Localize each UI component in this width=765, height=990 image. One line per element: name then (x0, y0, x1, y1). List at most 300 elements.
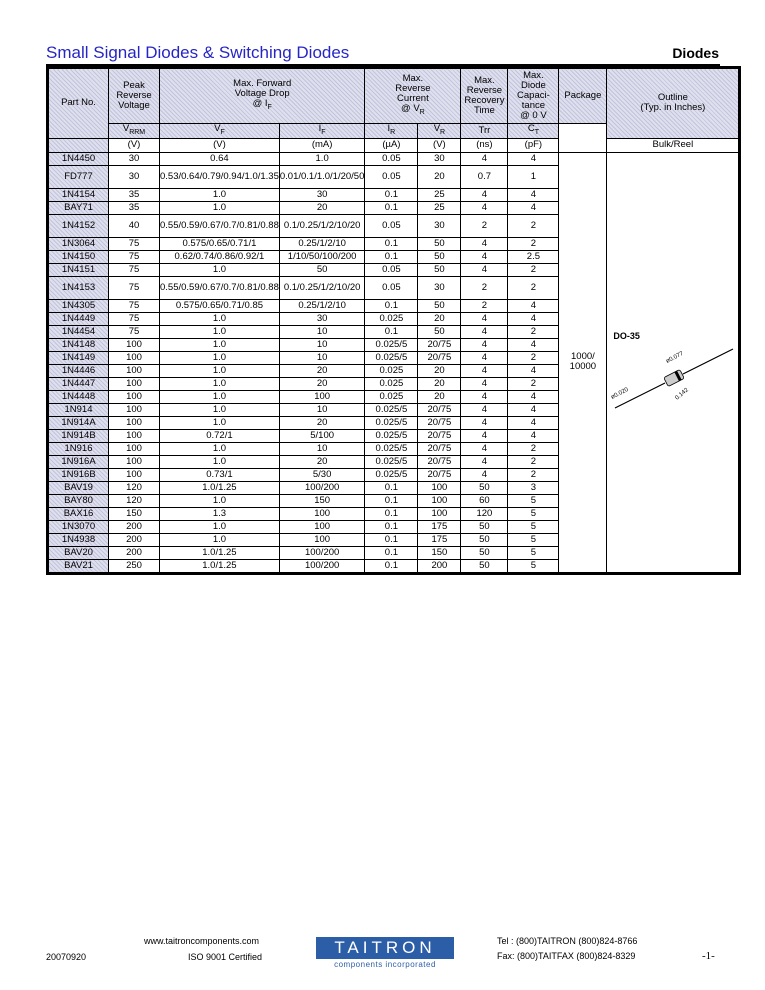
part-number-cell: 1N916 (49, 442, 109, 455)
value-cell: 5/100 (279, 429, 365, 442)
symbol: Trr (478, 124, 491, 136)
value-cell: 150 (418, 546, 461, 559)
value-cell: 1.0/1.25 (160, 546, 280, 559)
value-cell: 250 (109, 559, 160, 572)
header-row (49, 69, 739, 124)
value-cell: 4 (461, 237, 508, 250)
part-number-cell: 1N916A (49, 455, 109, 468)
value-cell: 200 (109, 546, 160, 559)
value-cell: 20/75 (418, 442, 461, 455)
part-number-cell: 1N3064 (49, 237, 109, 250)
value-cell: 20 (418, 377, 461, 390)
body-glass (664, 369, 685, 386)
value-cell: 4 (508, 299, 559, 312)
value-cell: 5 (508, 520, 559, 533)
value-cell: 120 (461, 507, 508, 520)
header-text: @ V (401, 103, 420, 115)
part-number-cell: 1N3070 (49, 520, 109, 533)
value-cell: 150 (279, 494, 365, 507)
value-cell: 1.0 (160, 442, 280, 455)
value-cell: 1.0 (160, 416, 280, 429)
value-cell: 100 (418, 507, 461, 520)
value-cell: 0.1/0.25/1/2/10/20 (279, 214, 365, 237)
value-cell: 0.01/0.1/1.0/1/20/50 (279, 165, 365, 188)
value-cell: 4 (508, 188, 559, 201)
value-cell: 2 (461, 299, 508, 312)
part-number-cell: 1N4447 (49, 377, 109, 390)
header-text: Reverse (116, 90, 152, 101)
part-number-cell: 1N4152 (49, 214, 109, 237)
header-text: Max. (402, 73, 424, 85)
value-cell: 4 (461, 250, 508, 263)
value-cell: 50 (461, 520, 508, 533)
value-cell: 0.1 (365, 237, 418, 250)
part-number-cell: 1N4151 (49, 263, 109, 276)
value-cell: 0.1 (365, 507, 418, 520)
value-cell: 4 (508, 364, 559, 377)
header-text: @ I (252, 98, 268, 110)
value-cell: 100 (109, 429, 160, 442)
value-cell: 120 (109, 494, 160, 507)
header-text: Max. (474, 75, 495, 86)
value-cell: 4 (508, 403, 559, 416)
value-cell: 1 (508, 165, 559, 188)
value-cell: 0.1/0.25/1/2/10/20 (279, 276, 365, 299)
value-cell: 20 (418, 390, 461, 403)
diode-body (664, 369, 685, 386)
unit-bulk-reel: Bulk/Reel (607, 138, 739, 152)
symbol-if (279, 124, 365, 139)
value-cell: 4 (461, 429, 508, 442)
value-cell: 20/75 (418, 351, 461, 364)
symbol-vr (418, 124, 461, 139)
value-cell: 0.025/5 (365, 403, 418, 416)
value-cell: 2 (508, 276, 559, 299)
value-cell: 1.0 (160, 494, 280, 507)
logo-wordmark: TAITRON (316, 937, 454, 959)
value-cell: 50 (418, 325, 461, 338)
unit-cell: (pF) (508, 138, 559, 152)
value-cell: 0.1 (365, 559, 418, 572)
symbol: V (122, 123, 130, 134)
footer-tel: Tel : (800)TAITRON (800)824-8766 (497, 936, 638, 946)
value-cell: 0.05 (365, 165, 418, 188)
header-text: Voltage (118, 100, 150, 111)
symbol-sub: F (321, 128, 326, 136)
dim-length: 0.142 (674, 387, 691, 402)
symbol-sub: F (220, 128, 225, 136)
header-text: Max. (523, 70, 544, 81)
value-cell: 100/200 (279, 546, 365, 559)
value-cell: 100 (109, 377, 160, 390)
value-cell: 0.575/0.65/0.71/1 (160, 237, 280, 250)
value-cell: 0.025 (365, 390, 418, 403)
value-cell: 0.73/1 (160, 468, 280, 481)
header-sub: F (267, 103, 272, 111)
value-cell: 50 (461, 559, 508, 572)
unit-cell: (V) (160, 138, 280, 152)
footer-website[interactable]: www.taitroncomponents.com (144, 936, 260, 946)
symbol-ct (508, 124, 559, 139)
value-cell: 5/30 (279, 468, 365, 481)
value-cell: 0.25/1/2/10 (279, 237, 365, 250)
blank-package-cell (559, 124, 607, 153)
header-text: Peak (123, 80, 145, 91)
value-cell: 0.62/0.74/0.86/0.92/1 (160, 250, 280, 263)
part-number-cell: BAV20 (49, 546, 109, 559)
value-cell: 4 (461, 263, 508, 276)
value-cell: 0.05 (365, 276, 418, 299)
value-cell: 0.55/0.59/0.67/0.7/0.81/0.88 (160, 214, 280, 237)
value-cell: 120 (109, 481, 160, 494)
value-cell: 75 (109, 276, 160, 299)
value-cell: 1/10/50/100/200 (279, 250, 365, 263)
value-cell: 100 (279, 520, 365, 533)
value-cell: 100 (279, 390, 365, 403)
value-cell: 4 (508, 338, 559, 351)
unit-cell: (V) (109, 138, 160, 152)
value-cell: 0.05 (365, 152, 418, 165)
value-cell: 1.0 (160, 520, 280, 533)
value-cell: 2 (508, 455, 559, 468)
value-cell: 4 (461, 455, 508, 468)
value-cell: 10 (279, 325, 365, 338)
part-number-cell: 1N4153 (49, 276, 109, 299)
value-cell: 2 (508, 351, 559, 364)
value-cell: 200 (109, 520, 160, 533)
value-cell: 75 (109, 299, 160, 312)
do35-outline-icon (607, 303, 737, 423)
value-cell: 100 (109, 442, 160, 455)
value-cell: 0.1 (365, 250, 418, 263)
value-cell: 4 (461, 188, 508, 201)
header-text: Voltage Drop (234, 88, 290, 100)
value-cell: 1.3 (160, 507, 280, 520)
value-cell: 0.1 (365, 201, 418, 214)
value-cell: 0.1 (365, 299, 418, 312)
value-cell: 1.0/1.25 (160, 481, 280, 494)
value-cell: 4 (508, 201, 559, 214)
part-number-cell: 1N4150 (49, 250, 109, 263)
value-cell: 2.5 (508, 250, 559, 263)
value-cell: 0.025/5 (365, 455, 418, 468)
page-title: Small Signal Diodes & Switching Diodes (46, 43, 350, 62)
value-cell: 75 (109, 312, 160, 325)
unit-cell: (V) (418, 138, 461, 152)
value-cell: 1.0 (160, 325, 280, 338)
spec-sheet (46, 66, 741, 575)
header-part-no: Part No. (49, 69, 109, 139)
value-cell: 100 (418, 481, 461, 494)
part-number-cell: 1N914A (49, 416, 109, 429)
part-number-cell: 1N4448 (49, 390, 109, 403)
header-outline (607, 69, 739, 139)
value-cell: 30 (279, 312, 365, 325)
value-cell: 4 (461, 325, 508, 338)
value-cell: 4 (461, 364, 508, 377)
value-cell: 1.0 (160, 533, 280, 546)
unit-cell: (µA) (365, 138, 418, 152)
header-text: Recovery (464, 95, 505, 106)
value-cell: 100 (279, 533, 365, 546)
value-cell: 20 (279, 416, 365, 429)
value-cell: 1.0 (160, 455, 280, 468)
logo-subtitle: components incorporated (334, 960, 436, 969)
footer-date: 20070920 (46, 952, 87, 962)
part-number-cell: 1N4148 (49, 338, 109, 351)
value-cell: 10 (279, 442, 365, 455)
value-cell: 5 (508, 533, 559, 546)
part-number-cell: 1N4149 (49, 351, 109, 364)
value-cell: 4 (461, 152, 508, 165)
value-cell: 100 (418, 494, 461, 507)
value-cell: 0.55/0.59/0.67/0.7/0.81/0.88 (160, 276, 280, 299)
taitron-logo (316, 937, 454, 969)
table-row (49, 152, 739, 165)
value-cell: 5 (508, 507, 559, 520)
part-number-cell: 1N916B (49, 468, 109, 481)
part-number-cell: 1N4446 (49, 364, 109, 377)
part-number-cell: 1N914B (49, 429, 109, 442)
value-cell: 25 (418, 188, 461, 201)
value-cell: 0.025 (365, 364, 418, 377)
header-max-diode-capacitance (508, 69, 559, 124)
value-cell: 2 (461, 276, 508, 299)
package-value: 1000/ (571, 351, 595, 363)
value-cell: 100 (109, 416, 160, 429)
value-cell: 4 (508, 416, 559, 429)
value-cell: 5 (508, 546, 559, 559)
value-cell: 100 (279, 507, 365, 520)
value-cell: 50 (461, 481, 508, 494)
header-text: tance (521, 100, 546, 111)
outline-cell (607, 152, 739, 572)
value-cell: 4 (461, 390, 508, 403)
value-cell: 4 (461, 416, 508, 429)
symbol: I (387, 123, 391, 134)
value-cell: 1.0 (160, 377, 280, 390)
header-sub: R (419, 108, 425, 116)
value-cell: 50 (279, 263, 365, 276)
value-cell: 30 (418, 276, 461, 299)
value-cell: 2 (508, 263, 559, 276)
value-cell: 5 (508, 494, 559, 507)
value-cell: 0.025/5 (365, 468, 418, 481)
value-cell: 50 (418, 299, 461, 312)
value-cell: 1.0 (160, 364, 280, 377)
value-cell: 1.0 (160, 351, 280, 364)
value-cell: 30 (109, 165, 160, 188)
symbol: V (433, 123, 441, 134)
value-cell: 20/75 (418, 416, 461, 429)
lead-right (683, 349, 733, 374)
value-cell: 1.0 (160, 390, 280, 403)
value-cell: 20/75 (418, 468, 461, 481)
spec-table (48, 68, 739, 573)
footer-iso: ISO 9001 Certified (188, 952, 263, 962)
value-cell: 10 (279, 351, 365, 364)
value-cell: 30 (418, 152, 461, 165)
package-cell (559, 152, 607, 572)
footer-fax: Fax: (800)TAITFAX (800)824-8329 (497, 951, 636, 961)
value-cell: 0.025 (365, 377, 418, 390)
value-cell: 100/200 (279, 481, 365, 494)
value-cell: 20/75 (418, 455, 461, 468)
value-cell: 1.0 (160, 263, 280, 276)
value-cell: 1.0 (160, 403, 280, 416)
unit-cell: (ns) (461, 138, 508, 152)
symbol-sub: R (440, 128, 446, 136)
value-cell: 2 (508, 214, 559, 237)
unit-cell: (mA) (279, 138, 365, 152)
symbol: V (214, 123, 221, 134)
value-cell: 0.05 (365, 263, 418, 276)
value-cell: 1.0 (160, 188, 280, 201)
value-cell: 60 (461, 494, 508, 507)
value-cell: 2 (508, 442, 559, 455)
value-cell: 2 (461, 214, 508, 237)
header-text: Reverse (395, 83, 431, 95)
value-cell: 10 (279, 403, 365, 416)
value-cell: 4 (508, 390, 559, 403)
header-text: Capaci- (517, 90, 550, 101)
value-cell: 200 (418, 559, 461, 572)
value-cell: 30 (418, 214, 461, 237)
value-cell: 20 (279, 364, 365, 377)
value-cell: 100/200 (279, 559, 365, 572)
value-cell: 4 (461, 403, 508, 416)
value-cell: 0.1 (365, 546, 418, 559)
part-number-cell: 1N4154 (49, 188, 109, 201)
value-cell: 100 (109, 468, 160, 481)
dim-lead: ø0.020 (610, 386, 630, 401)
part-number-cell: BAY71 (49, 201, 109, 214)
value-cell: 2 (508, 377, 559, 390)
value-cell: 200 (109, 533, 160, 546)
part-number-cell: BAY80 (49, 494, 109, 507)
value-cell: 0.53/0.64/0.79/0.94/1.0/1.35 (160, 165, 280, 188)
header-text: Current (397, 93, 429, 105)
value-cell: 30 (279, 188, 365, 201)
value-cell: 2 (508, 468, 559, 481)
value-cell: 10 (279, 338, 365, 351)
header-text: Max. Forward (233, 78, 292, 90)
value-cell: 75 (109, 263, 160, 276)
header-max-forward-voltage-drop (160, 69, 365, 124)
value-cell: 20 (279, 201, 365, 214)
value-cell: 50 (418, 263, 461, 276)
value-cell: 0.575/0.65/0.71/0.85 (160, 299, 280, 312)
part-number-cell: 1N4305 (49, 299, 109, 312)
part-number-cell: FD777 (49, 165, 109, 188)
symbol-ir (365, 124, 418, 139)
value-cell: 30 (109, 152, 160, 165)
value-cell: 4 (461, 468, 508, 481)
value-cell: 4 (508, 312, 559, 325)
part-number-cell: 1N4449 (49, 312, 109, 325)
value-cell: 0.025/5 (365, 429, 418, 442)
value-cell: 0.1 (365, 520, 418, 533)
value-cell: 100 (109, 403, 160, 416)
value-cell: 20/75 (418, 429, 461, 442)
value-cell: 0.05 (365, 214, 418, 237)
symbol-vrrm (109, 124, 160, 139)
value-cell: 0.72/1 (160, 429, 280, 442)
value-cell: 50 (461, 546, 508, 559)
header-peak-reverse-voltage (109, 69, 160, 124)
header-max-reverse-recovery-time (461, 69, 508, 124)
header-max-reverse-current (365, 69, 461, 124)
header-text: (Typ. in Inches) (640, 102, 706, 114)
value-cell: 20/75 (418, 403, 461, 416)
outline-label: DO-35 (613, 330, 640, 341)
value-cell: 20 (418, 165, 461, 188)
category-label: Diodes (672, 45, 719, 61)
unit-row (49, 138, 739, 152)
value-cell: 0.25/1/2/10 (279, 299, 365, 312)
symbol-vf (160, 124, 280, 139)
value-cell: 0.025 (365, 312, 418, 325)
value-cell: 2 (508, 325, 559, 338)
value-cell: 4 (461, 351, 508, 364)
part-no-spacer (49, 138, 109, 152)
value-cell: 40 (109, 214, 160, 237)
value-cell: 0.64 (160, 152, 280, 165)
value-cell: 20/75 (418, 338, 461, 351)
part-number-cell: 1N4450 (49, 152, 109, 165)
symbol-trr (461, 124, 508, 139)
value-cell: 1.0/1.25 (160, 559, 280, 572)
value-cell: 20 (279, 455, 365, 468)
value-cell: 50 (418, 250, 461, 263)
value-cell: 4 (461, 442, 508, 455)
header-package: Package (559, 69, 607, 124)
value-cell: 0.1 (365, 494, 418, 507)
value-cell: 100 (109, 338, 160, 351)
value-cell: 175 (418, 533, 461, 546)
value-cell: 150 (109, 507, 160, 520)
part-number-cell: BAV19 (49, 481, 109, 494)
value-cell: 2 (508, 237, 559, 250)
value-cell: 4 (508, 152, 559, 165)
header-text: Time (474, 105, 495, 116)
package-value: 10000 (569, 361, 597, 373)
value-cell: 0.1 (365, 188, 418, 201)
value-cell: 20 (279, 377, 365, 390)
value-cell: 1.0 (279, 152, 365, 165)
value-cell: 25 (418, 201, 461, 214)
value-cell: 0.025/5 (365, 338, 418, 351)
symbol: C (527, 123, 535, 134)
part-number-cell: 1N4938 (49, 533, 109, 546)
value-cell: 4 (461, 338, 508, 351)
value-cell: 175 (418, 520, 461, 533)
value-cell: 75 (109, 250, 160, 263)
value-cell: 0.1 (365, 481, 418, 494)
table-body (49, 152, 739, 572)
value-cell: 35 (109, 188, 160, 201)
value-cell: 1.0 (160, 312, 280, 325)
part-number-cell: 1N4454 (49, 325, 109, 338)
value-cell: 4 (461, 377, 508, 390)
value-cell: 4 (461, 201, 508, 214)
value-cell: 100 (109, 455, 160, 468)
dim-body: ø0.077 (665, 350, 685, 365)
value-cell: 100 (109, 390, 160, 403)
value-cell: 50 (418, 237, 461, 250)
part-number-cell: BAX16 (49, 507, 109, 520)
value-cell: 5 (508, 559, 559, 572)
